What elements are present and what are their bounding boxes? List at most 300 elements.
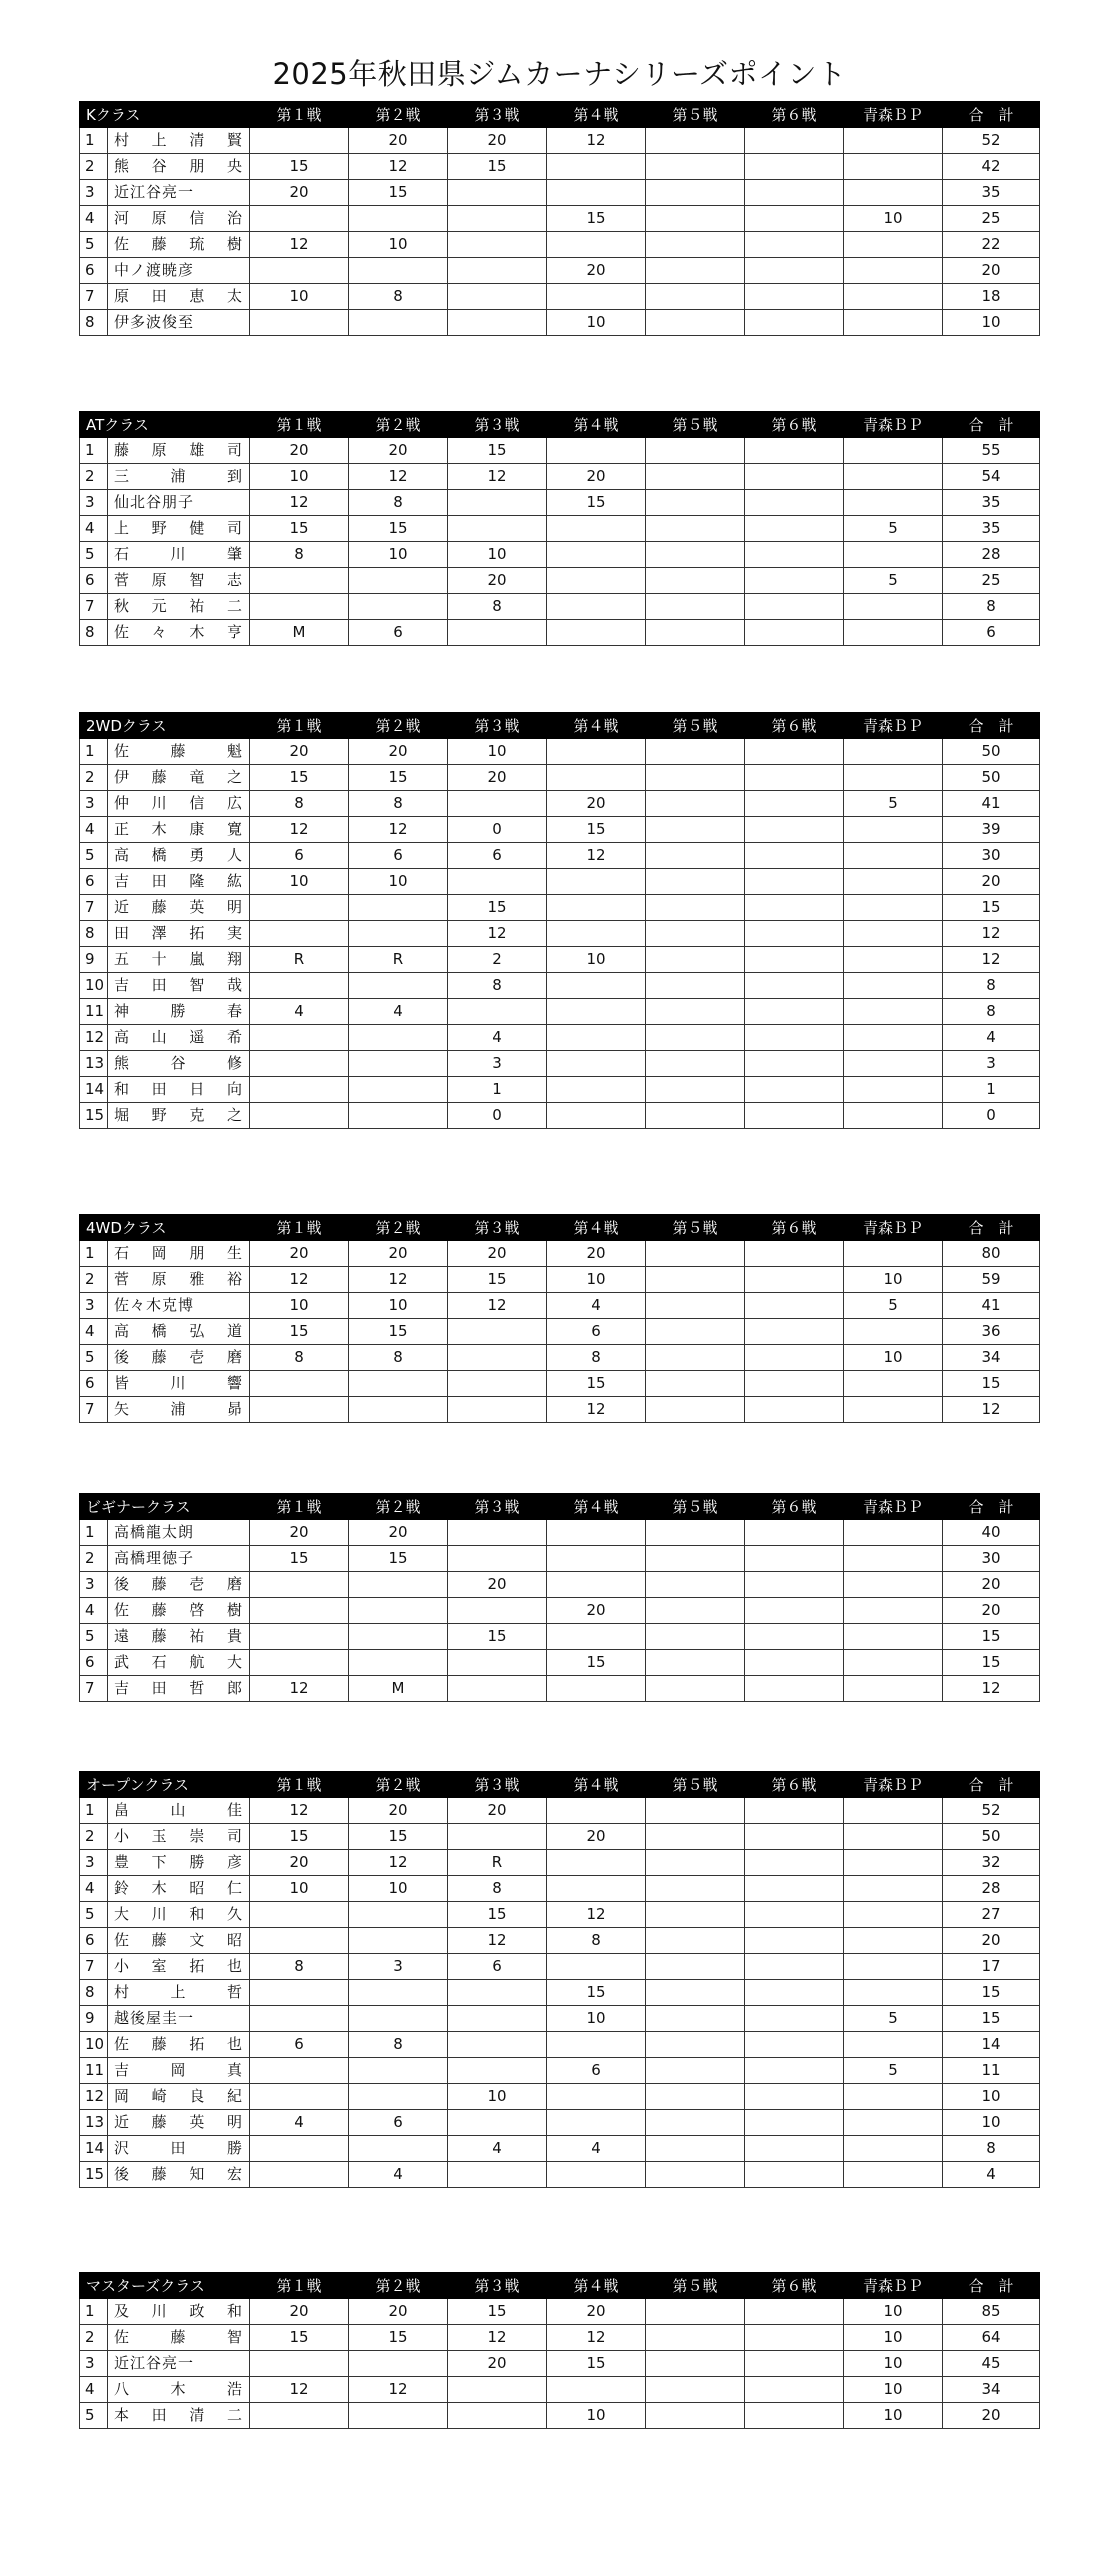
round2-header: 第２戦 bbox=[349, 1215, 448, 1241]
round6-cell bbox=[745, 947, 844, 973]
round1-header: 第１戦 bbox=[250, 2273, 349, 2299]
round4-cell bbox=[547, 284, 646, 310]
rank-cell: 12 bbox=[80, 1025, 108, 1051]
round2-cell bbox=[349, 1650, 448, 1676]
round1-cell bbox=[250, 895, 349, 921]
driver-name-cell bbox=[108, 947, 250, 973]
driver-name-cell bbox=[108, 1345, 250, 1371]
round6-cell bbox=[745, 206, 844, 232]
round4-cell: 10 bbox=[547, 310, 646, 336]
round1-cell: 10 bbox=[250, 464, 349, 490]
round2-cell: 15 bbox=[349, 2325, 448, 2351]
aomori-bp-header: 青森ＢＰ bbox=[844, 412, 943, 438]
aomori-bp-cell bbox=[844, 594, 943, 620]
driver-name: 和田日向 bbox=[114, 1080, 244, 1098]
total-cell: 12 bbox=[943, 921, 1040, 947]
round5-cell bbox=[646, 1876, 745, 1902]
driver-name: 高橋弘道 bbox=[114, 1322, 244, 1340]
round2-cell: 15 bbox=[349, 1319, 448, 1345]
total-cell: 52 bbox=[943, 1798, 1040, 1824]
rank-cell: 5 bbox=[80, 1345, 108, 1371]
aomori-bp-cell bbox=[844, 1798, 943, 1824]
round6-cell bbox=[745, 310, 844, 336]
round2-cell bbox=[349, 1572, 448, 1598]
class-name-header: 4WDクラス bbox=[80, 1215, 250, 1241]
total-header: 合 計 bbox=[943, 713, 1040, 739]
round3-cell: 15 bbox=[448, 438, 547, 464]
aomori-bp-cell bbox=[844, 1954, 943, 1980]
round4-cell: 20 bbox=[547, 1824, 646, 1850]
driver-name-cell bbox=[108, 843, 250, 869]
driver-name: 仲川信広 bbox=[114, 794, 244, 812]
driver-name: 吉田智哉 bbox=[114, 976, 244, 994]
table-row bbox=[80, 765, 1040, 791]
round1-cell bbox=[250, 1598, 349, 1624]
aomori-bp-cell bbox=[844, 128, 943, 154]
round6-cell bbox=[745, 817, 844, 843]
driver-name: 佐々木克博 bbox=[114, 1296, 195, 1314]
round2-cell: 8 bbox=[349, 1345, 448, 1371]
rank-cell: 6 bbox=[80, 1928, 108, 1954]
round6-cell bbox=[745, 2032, 844, 2058]
round1-cell: 12 bbox=[250, 490, 349, 516]
table-row bbox=[80, 310, 1040, 336]
round4-cell bbox=[547, 1025, 646, 1051]
round5-header: 第５戦 bbox=[646, 2273, 745, 2299]
round3-header: 第３戦 bbox=[448, 1772, 547, 1798]
aomori-bp-cell bbox=[844, 1928, 943, 1954]
rank-cell: 7 bbox=[80, 1954, 108, 1980]
total-header: 合 計 bbox=[943, 2273, 1040, 2299]
driver-name: 堀野克之 bbox=[114, 1106, 244, 1124]
table-row bbox=[80, 1598, 1040, 1624]
driver-name-cell bbox=[108, 2403, 250, 2429]
driver-name: 石岡朋生 bbox=[114, 1244, 244, 1262]
driver-name-cell bbox=[108, 1850, 250, 1876]
aomori-bp-cell bbox=[844, 1676, 943, 1702]
round2-cell: 15 bbox=[349, 1824, 448, 1850]
round1-cell bbox=[250, 310, 349, 336]
round4-cell: 15 bbox=[547, 1371, 646, 1397]
round3-cell: 2 bbox=[448, 947, 547, 973]
rank-cell: 11 bbox=[80, 2058, 108, 2084]
round5-cell bbox=[646, 490, 745, 516]
round1-cell: 8 bbox=[250, 1954, 349, 1980]
round6-cell bbox=[745, 180, 844, 206]
driver-name: 佐々木亨 bbox=[114, 623, 243, 641]
round2-cell bbox=[349, 1371, 448, 1397]
total-cell: 85 bbox=[943, 2299, 1040, 2325]
round2-header: 第２戦 bbox=[349, 1494, 448, 1520]
round2-cell bbox=[349, 1103, 448, 1129]
driver-name: 後藤壱磨 bbox=[114, 1348, 244, 1366]
aomori-bp-header: 青森ＢＰ bbox=[844, 1215, 943, 1241]
aomori-bp-cell bbox=[844, 1598, 943, 1624]
table-row bbox=[80, 1876, 1040, 1902]
round4-cell bbox=[547, 2084, 646, 2110]
round1-cell bbox=[250, 1371, 349, 1397]
total-cell: 6 bbox=[943, 620, 1040, 646]
driver-name-cell bbox=[108, 1397, 250, 1423]
round5-cell bbox=[646, 620, 745, 646]
driver-name: 菅原智志 bbox=[114, 571, 243, 589]
total-cell: 41 bbox=[943, 1293, 1040, 1319]
driver-name-cell bbox=[108, 1928, 250, 1954]
round3-cell bbox=[448, 1345, 547, 1371]
driver-name: 菅原雅裕 bbox=[114, 1270, 244, 1288]
round4-cell bbox=[547, 1103, 646, 1129]
total-cell: 59 bbox=[943, 1267, 1040, 1293]
table-row bbox=[80, 1371, 1040, 1397]
driver-name-cell bbox=[108, 869, 250, 895]
driver-name-cell bbox=[108, 180, 250, 206]
round5-cell bbox=[646, 206, 745, 232]
table-row bbox=[80, 947, 1040, 973]
aomori-bp-cell bbox=[844, 1371, 943, 1397]
round3-cell: 12 bbox=[448, 921, 547, 947]
round1-cell bbox=[250, 1051, 349, 1077]
rank-cell: 3 bbox=[80, 791, 108, 817]
round3-cell bbox=[448, 310, 547, 336]
rank-cell: 7 bbox=[80, 1676, 108, 1702]
rank-cell: 5 bbox=[80, 1902, 108, 1928]
round6-cell bbox=[745, 1624, 844, 1650]
class-table bbox=[79, 411, 1040, 646]
aomori-bp-cell: 10 bbox=[844, 206, 943, 232]
class-name-header: マスターズクラス bbox=[80, 2273, 250, 2299]
aomori-bp-cell bbox=[844, 2110, 943, 2136]
round5-cell bbox=[646, 1824, 745, 1850]
driver-name-cell bbox=[108, 765, 250, 791]
driver-name: 豊下勝彦 bbox=[114, 1853, 243, 1871]
round1-header: 第１戦 bbox=[250, 102, 349, 128]
rank-cell: 3 bbox=[80, 2351, 108, 2377]
round2-cell: 6 bbox=[349, 843, 448, 869]
round5-cell bbox=[646, 2058, 745, 2084]
round3-cell bbox=[448, 1650, 547, 1676]
rank-cell: 4 bbox=[80, 206, 108, 232]
driver-name-cell bbox=[108, 1650, 250, 1676]
rank-cell: 10 bbox=[80, 2032, 108, 2058]
round1-cell: 10 bbox=[250, 1876, 349, 1902]
round2-cell: 20 bbox=[349, 128, 448, 154]
round4-header: 第４戦 bbox=[547, 2273, 646, 2299]
round1-cell: 10 bbox=[250, 284, 349, 310]
round2-cell bbox=[349, 2006, 448, 2032]
round3-cell bbox=[448, 999, 547, 1025]
round6-cell bbox=[745, 1077, 844, 1103]
rank-cell: 14 bbox=[80, 1077, 108, 1103]
rank-cell: 6 bbox=[80, 1650, 108, 1676]
round5-cell bbox=[646, 921, 745, 947]
round4-cell: 20 bbox=[547, 258, 646, 284]
aomori-bp-cell bbox=[844, 1520, 943, 1546]
table-row bbox=[80, 1025, 1040, 1051]
round1-header: 第１戦 bbox=[250, 713, 349, 739]
rank-cell: 13 bbox=[80, 2110, 108, 2136]
round2-cell: 20 bbox=[349, 1520, 448, 1546]
total-cell: 20 bbox=[943, 258, 1040, 284]
driver-name-cell bbox=[108, 2032, 250, 2058]
table-row bbox=[80, 1902, 1040, 1928]
driver-name-cell bbox=[108, 2136, 250, 2162]
driver-name-cell bbox=[108, 1371, 250, 1397]
round6-cell bbox=[745, 1650, 844, 1676]
driver-name: 中ノ渡暁彦 bbox=[114, 261, 195, 279]
driver-name: 小室拓也 bbox=[114, 1957, 243, 1975]
round5-cell bbox=[646, 1902, 745, 1928]
round6-cell bbox=[745, 1954, 844, 1980]
round5-cell bbox=[646, 2084, 745, 2110]
round4-cell bbox=[547, 2377, 646, 2403]
table-row bbox=[80, 2299, 1040, 2325]
round6-cell bbox=[745, 490, 844, 516]
driver-name-cell bbox=[108, 310, 250, 336]
rank-cell: 1 bbox=[80, 1798, 108, 1824]
round3-cell: 20 bbox=[448, 1798, 547, 1824]
round1-cell: 15 bbox=[250, 2325, 349, 2351]
round2-cell: R bbox=[349, 947, 448, 973]
round2-cell: 12 bbox=[349, 1267, 448, 1293]
aomori-bp-cell bbox=[844, 2032, 943, 2058]
driver-name-cell bbox=[108, 258, 250, 284]
total-cell: 8 bbox=[943, 973, 1040, 999]
round5-cell bbox=[646, 2377, 745, 2403]
round3-cell: 15 bbox=[448, 2299, 547, 2325]
driver-name: 八木浩 bbox=[114, 2380, 243, 2398]
total-cell: 3 bbox=[943, 1051, 1040, 1077]
round2-cell: 15 bbox=[349, 180, 448, 206]
round4-cell bbox=[547, 895, 646, 921]
round1-cell bbox=[250, 128, 349, 154]
round2-cell: 12 bbox=[349, 2377, 448, 2403]
driver-name: 仙北谷朋子 bbox=[114, 493, 195, 511]
rank-cell: 5 bbox=[80, 1624, 108, 1650]
aomori-bp-header: 青森ＢＰ bbox=[844, 102, 943, 128]
aomori-bp-cell: 5 bbox=[844, 791, 943, 817]
round4-cell bbox=[547, 739, 646, 765]
round4-cell: 6 bbox=[547, 1319, 646, 1345]
round3-cell bbox=[448, 2032, 547, 2058]
aomori-bp-cell bbox=[844, 1650, 943, 1676]
round1-cell bbox=[250, 1077, 349, 1103]
table-row bbox=[80, 128, 1040, 154]
round3-cell bbox=[448, 791, 547, 817]
rank-cell: 2 bbox=[80, 1824, 108, 1850]
round4-cell bbox=[547, 594, 646, 620]
table-row bbox=[80, 2084, 1040, 2110]
aomori-bp-cell bbox=[844, 2084, 943, 2110]
total-cell: 55 bbox=[943, 438, 1040, 464]
table-row bbox=[80, 869, 1040, 895]
driver-name: 佐藤琉樹 bbox=[114, 235, 244, 253]
round5-cell bbox=[646, 2325, 745, 2351]
round3-cell bbox=[448, 1598, 547, 1624]
total-cell: 22 bbox=[943, 232, 1040, 258]
table-header-row bbox=[80, 1772, 1040, 1798]
round4-header: 第４戦 bbox=[547, 102, 646, 128]
driver-name-cell bbox=[108, 154, 250, 180]
round1-cell bbox=[250, 1572, 349, 1598]
round4-cell: 8 bbox=[547, 1928, 646, 1954]
round4-header: 第４戦 bbox=[547, 1215, 646, 1241]
table-row bbox=[80, 1103, 1040, 1129]
round2-cell bbox=[349, 1902, 448, 1928]
aomori-bp-cell bbox=[844, 921, 943, 947]
rank-cell: 10 bbox=[80, 973, 108, 999]
driver-name-cell bbox=[108, 438, 250, 464]
round4-cell: 12 bbox=[547, 1902, 646, 1928]
round2-cell: 8 bbox=[349, 490, 448, 516]
aomori-bp-cell bbox=[844, 1025, 943, 1051]
driver-name-cell bbox=[108, 232, 250, 258]
round3-cell: 10 bbox=[448, 739, 547, 765]
round1-header: 第１戦 bbox=[250, 1494, 349, 1520]
table-row bbox=[80, 1051, 1040, 1077]
driver-name: 吉岡真 bbox=[114, 2061, 243, 2079]
round5-cell bbox=[646, 2351, 745, 2377]
round6-cell bbox=[745, 1902, 844, 1928]
rank-cell: 8 bbox=[80, 1980, 108, 2006]
driver-name: 矢浦昴 bbox=[114, 1400, 244, 1418]
round6-cell bbox=[745, 2006, 844, 2032]
driver-name: 佐藤拓也 bbox=[114, 2035, 243, 2053]
table-row bbox=[80, 1397, 1040, 1423]
total-cell: 12 bbox=[943, 947, 1040, 973]
round2-cell: 10 bbox=[349, 869, 448, 895]
round1-cell bbox=[250, 1624, 349, 1650]
round5-cell bbox=[646, 1980, 745, 2006]
driver-name-cell bbox=[108, 1520, 250, 1546]
driver-name: 神勝春 bbox=[114, 1002, 244, 1020]
round6-cell bbox=[745, 1572, 844, 1598]
driver-name-cell bbox=[108, 620, 250, 646]
table-row bbox=[80, 817, 1040, 843]
round1-cell: 20 bbox=[250, 2299, 349, 2325]
round1-cell bbox=[250, 1980, 349, 2006]
total-cell: 8 bbox=[943, 2136, 1040, 2162]
table-row bbox=[80, 1650, 1040, 1676]
driver-name-cell bbox=[108, 1546, 250, 1572]
round4-cell bbox=[547, 765, 646, 791]
class-name-header: ATクラス bbox=[80, 412, 250, 438]
driver-name-cell bbox=[108, 2110, 250, 2136]
round5-cell bbox=[646, 1293, 745, 1319]
round6-cell bbox=[745, 1371, 844, 1397]
round6-cell bbox=[745, 1546, 844, 1572]
round4-cell bbox=[547, 921, 646, 947]
round5-cell bbox=[646, 765, 745, 791]
round3-cell: 20 bbox=[448, 128, 547, 154]
round4-cell bbox=[547, 1798, 646, 1824]
round4-cell: 8 bbox=[547, 1345, 646, 1371]
round4-cell: 10 bbox=[547, 2403, 646, 2429]
round2-cell: 4 bbox=[349, 2162, 448, 2188]
total-cell: 25 bbox=[943, 568, 1040, 594]
round5-cell bbox=[646, 1397, 745, 1423]
total-cell: 15 bbox=[943, 1371, 1040, 1397]
rank-cell: 4 bbox=[80, 1876, 108, 1902]
total-cell: 32 bbox=[943, 1850, 1040, 1876]
total-cell: 11 bbox=[943, 2058, 1040, 2084]
table-row bbox=[80, 620, 1040, 646]
round3-cell: 10 bbox=[448, 542, 547, 568]
total-cell: 80 bbox=[943, 1241, 1040, 1267]
round3-cell bbox=[448, 1319, 547, 1345]
total-cell: 20 bbox=[943, 869, 1040, 895]
driver-name: 正木康寛 bbox=[114, 820, 244, 838]
driver-name: 熊谷修 bbox=[114, 1054, 244, 1072]
class-table bbox=[79, 2272, 1040, 2429]
aomori-bp-cell bbox=[844, 1546, 943, 1572]
total-cell: 20 bbox=[943, 2403, 1040, 2429]
round3-cell bbox=[448, 2110, 547, 2136]
round4-cell bbox=[547, 516, 646, 542]
driver-name: 畠山佳 bbox=[114, 1801, 243, 1819]
round1-cell bbox=[250, 594, 349, 620]
round5-cell bbox=[646, 1103, 745, 1129]
round3-cell: 4 bbox=[448, 2136, 547, 2162]
driver-name: 鈴木昭仁 bbox=[114, 1879, 243, 1897]
rank-cell: 1 bbox=[80, 1520, 108, 1546]
table-row bbox=[80, 568, 1040, 594]
table-row bbox=[80, 1077, 1040, 1103]
round5-cell bbox=[646, 791, 745, 817]
round2-cell: 15 bbox=[349, 765, 448, 791]
round4-cell: 12 bbox=[547, 1397, 646, 1423]
total-cell: 4 bbox=[943, 2162, 1040, 2188]
round2-cell: 20 bbox=[349, 739, 448, 765]
round5-cell bbox=[646, 258, 745, 284]
round3-cell: 20 bbox=[448, 765, 547, 791]
driver-name-cell bbox=[108, 1572, 250, 1598]
round5-cell bbox=[646, 1371, 745, 1397]
round5-cell bbox=[646, 739, 745, 765]
round3-cell: 15 bbox=[448, 1902, 547, 1928]
aomori-bp-cell bbox=[844, 2162, 943, 2188]
round4-cell: 12 bbox=[547, 2325, 646, 2351]
table-row bbox=[80, 206, 1040, 232]
rank-cell: 8 bbox=[80, 310, 108, 336]
driver-name: 伊多波俊至 bbox=[114, 313, 195, 331]
round6-cell bbox=[745, 999, 844, 1025]
driver-name: 伊藤竜之 bbox=[114, 768, 244, 786]
driver-name-cell bbox=[108, 128, 250, 154]
aomori-bp-cell bbox=[844, 1103, 943, 1129]
rank-cell: 9 bbox=[80, 2006, 108, 2032]
rank-cell: 4 bbox=[80, 1598, 108, 1624]
aomori-bp-cell bbox=[844, 1319, 943, 1345]
round6-cell bbox=[745, 1824, 844, 1850]
round2-cell: 8 bbox=[349, 2032, 448, 2058]
driver-name-cell bbox=[108, 1025, 250, 1051]
round1-cell: 20 bbox=[250, 1241, 349, 1267]
total-cell: 34 bbox=[943, 2377, 1040, 2403]
round4-cell bbox=[547, 438, 646, 464]
round1-cell bbox=[250, 921, 349, 947]
driver-name-cell bbox=[108, 2299, 250, 2325]
round5-cell bbox=[646, 1051, 745, 1077]
round3-cell bbox=[448, 284, 547, 310]
round4-cell bbox=[547, 1876, 646, 1902]
aomori-bp-cell: 5 bbox=[844, 1293, 943, 1319]
round4-cell: 12 bbox=[547, 843, 646, 869]
driver-name-cell bbox=[108, 206, 250, 232]
class-table bbox=[79, 1214, 1040, 1423]
round4-cell bbox=[547, 1572, 646, 1598]
driver-name-cell bbox=[108, 1267, 250, 1293]
round4-cell bbox=[547, 999, 646, 1025]
